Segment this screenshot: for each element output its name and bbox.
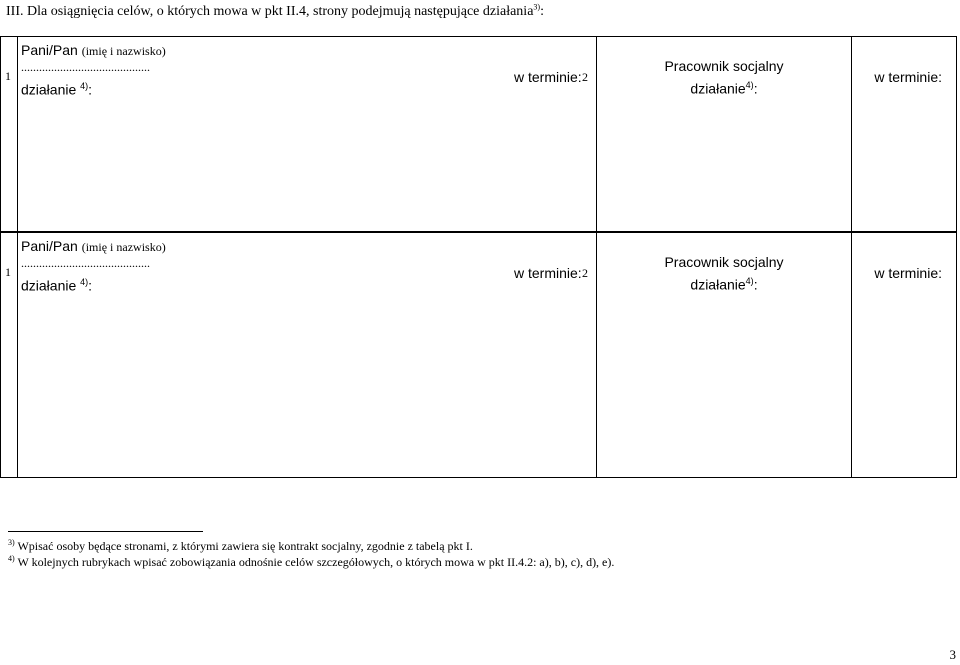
heading-colon: : xyxy=(540,4,544,19)
worker-cell[interactable] xyxy=(597,233,852,478)
term-label: w terminie: xyxy=(514,265,582,281)
person-entry xyxy=(21,42,166,99)
person-dots: ........................................... xyxy=(21,60,150,74)
action-label: działanie xyxy=(21,277,77,294)
person-hint: (imię i nazwisko) xyxy=(81,44,166,58)
worker-term-label: w terminie: xyxy=(874,265,942,281)
action-footnote-ref: 4) xyxy=(80,81,89,91)
left-number-cell xyxy=(1,37,18,232)
worker-footnote-ref: 4) xyxy=(745,276,754,286)
action-table-2 xyxy=(0,232,957,478)
term-label: w terminie: xyxy=(514,69,582,85)
action-block-1 xyxy=(0,36,957,232)
worker-number: 2 xyxy=(582,70,588,84)
footnote-3 xyxy=(8,539,473,554)
footnote-ref: 3) xyxy=(8,538,15,547)
heading-footnote-ref: 3) xyxy=(533,2,541,12)
left-number-cell xyxy=(1,233,18,478)
action-label: działanie xyxy=(21,81,77,98)
worker-entry xyxy=(597,57,851,99)
row-number: 1 xyxy=(5,265,11,279)
person-label: Pani/Pan xyxy=(21,238,78,254)
party-cell[interactable] xyxy=(18,37,597,232)
worker-term-cell[interactable] xyxy=(852,37,957,232)
worker-title: Pracownik socjalny xyxy=(664,58,784,74)
worker-cell[interactable] xyxy=(597,37,852,232)
footnote-text: W kolejnych rubrykach wpisać zobowiązania odnośnie celów szczegółowych, o których mowa w pkt II.4.2: a), b), c), d), e). xyxy=(17,555,615,569)
worker-term-label: w terminie: xyxy=(874,69,942,85)
party-cell[interactable] xyxy=(18,233,597,478)
worker-term-cell[interactable] xyxy=(852,233,957,478)
section-heading xyxy=(6,4,544,20)
worker-action-label: działanie xyxy=(690,80,746,97)
worker-action-label: działanie xyxy=(690,276,746,293)
person-dots: ........................................... xyxy=(21,256,150,270)
row-number: 1 xyxy=(5,69,11,83)
worker-title: Pracownik socjalny xyxy=(664,254,784,270)
footnote-text: Wpisać osoby będące stronami, z którymi zawiera się kontrakt socjalny, zgodnie z tabelą pkt I. xyxy=(17,539,473,553)
action-footnote-ref: 4) xyxy=(80,277,89,287)
worker-colon: : xyxy=(753,276,758,293)
person-entry xyxy=(21,238,166,295)
worker-footnote-ref: 4) xyxy=(745,80,754,90)
person-label: Pani/Pan xyxy=(21,42,78,58)
action-block-2 xyxy=(0,232,957,478)
action-table-1 xyxy=(0,36,957,232)
worker-number: 2 xyxy=(582,266,588,280)
worker-entry xyxy=(597,253,851,295)
footnote-ref: 4) xyxy=(8,554,15,563)
footnote-separator xyxy=(8,531,203,532)
page-number: 3 xyxy=(949,647,956,662)
worker-colon: : xyxy=(753,80,758,97)
footnote-4 xyxy=(8,555,614,570)
person-hint: (imię i nazwisko) xyxy=(81,240,166,254)
heading-text: III. Dla osiągnięcia celów, o których mowa w pkt II.4, strony podejmują następujące działania xyxy=(6,4,534,19)
action-colon: : xyxy=(88,81,93,98)
action-colon: : xyxy=(88,277,93,294)
